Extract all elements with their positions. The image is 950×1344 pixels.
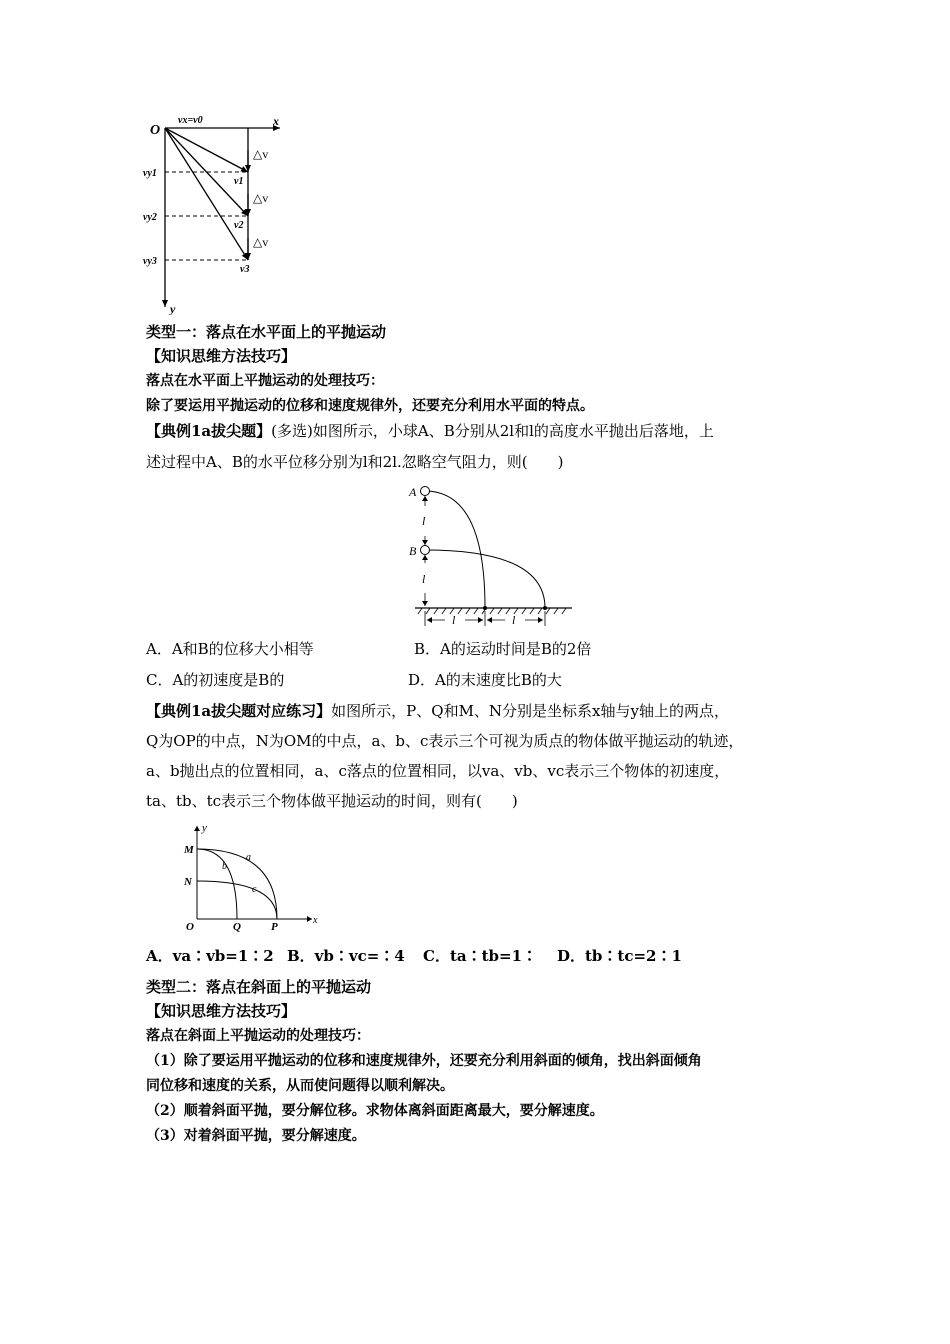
distance-l-label: l bbox=[512, 613, 516, 627]
vy3-label: vy3 bbox=[143, 256, 157, 267]
example1-line1 bbox=[146, 421, 714, 441]
example1-option-d[interactable]: D．A的末速度比B的大 bbox=[408, 671, 562, 689]
section1-heading: 类型一：落点在水平面上的平抛运动 bbox=[146, 323, 387, 341]
delta-v-label: △v bbox=[253, 191, 269, 205]
x-axis-label: x bbox=[313, 915, 318, 926]
n-label: N bbox=[184, 876, 192, 888]
p-label: P bbox=[271, 921, 278, 933]
section2-tips-line1: 落点在斜面上平抛运动的处理技巧： bbox=[146, 1028, 370, 1044]
section2-item3: （3）对着斜面平抛，要分解速度。 bbox=[146, 1128, 366, 1144]
practice1-line3: a、b抛出点的位置相同，a、c落点的位置相同，以va、vb、vc表示三个物体的初速度， bbox=[146, 762, 730, 780]
practice1-option-a[interactable]: A．va∶vb=1∶2 bbox=[146, 947, 274, 965]
section1-tips-heading: 【知识思维方法技巧】 bbox=[146, 347, 297, 365]
v3-vector bbox=[165, 128, 248, 260]
v1-vector bbox=[165, 128, 248, 172]
example1-line2: 述过程中A、B的水平位移分别为l和2l.忽略空气阻力，则( ) bbox=[146, 453, 564, 471]
y-axis-label: y bbox=[202, 822, 207, 834]
practice1-line2: Q为OP的中点，N为OM的中点，a、b、c表示三个可视为质点的物体做平抛运动的轨迹， bbox=[146, 732, 744, 750]
section1-tips-line1: 落点在水平面上平抛运动的处理技巧： bbox=[146, 373, 384, 389]
ball-b bbox=[421, 546, 430, 555]
practice1-option-d[interactable]: D．tb∶tc=2∶1 bbox=[557, 947, 682, 965]
section1-tips-line2: 除了要运用平抛运动的位移和速度规律外，还要充分利用水平面的特点。 bbox=[146, 398, 594, 414]
distance-l-label: l bbox=[452, 613, 456, 627]
x-axis-label: x bbox=[273, 114, 279, 128]
vx-label: vx=v0 bbox=[178, 115, 203, 126]
m-label: M bbox=[184, 844, 194, 856]
section2-item1-line2: 同位移和速度的关系，从而使问题得以顺利解决。 bbox=[146, 1078, 454, 1094]
q-label: Q bbox=[233, 921, 241, 933]
trajectory-a bbox=[425, 491, 485, 608]
practice1-option-c[interactable]: C．ta∶tb=1∶ bbox=[423, 947, 538, 965]
vy2-label: vy2 bbox=[143, 212, 157, 223]
ball-a-label: A bbox=[409, 485, 417, 499]
two-balls-figure bbox=[400, 478, 580, 628]
practice1-text: 如图所示，P、Q和M、N分别是坐标系x轴与y轴上的两点， bbox=[331, 702, 729, 720]
section2-item2: （2）顺着斜面平抛，要分解位移。求物体离斜面距离最大，要分解速度。 bbox=[146, 1103, 604, 1119]
practice1-line4: ta、tb、tc表示三个物体做平抛运动的时间，则有( ) bbox=[146, 792, 518, 810]
y-axis-label: y bbox=[170, 302, 176, 315]
example1-title: 【典例1a拔尖题】 bbox=[146, 422, 272, 440]
practice1-line1 bbox=[146, 701, 729, 721]
practice1-title: 【典例1a拔尖题对应练习】 bbox=[146, 702, 332, 720]
o-label: O bbox=[186, 921, 194, 933]
section2-heading: 类型二：落点在斜面上的平抛运动 bbox=[146, 978, 372, 996]
example1-option-c[interactable]: C．A的初速度是B的 bbox=[146, 671, 285, 689]
vy1-label: vy1 bbox=[143, 168, 157, 179]
curve-a-label: a bbox=[246, 852, 251, 863]
curve-c-label: c bbox=[252, 884, 257, 895]
velocity-decomposition-figure bbox=[140, 110, 300, 315]
ball-b-label: B bbox=[409, 544, 417, 558]
height-l-label: l bbox=[422, 572, 426, 586]
example1-text: (多选)如图所示，小球A、B分别从2l和l的高度水平抛出后落地，上 bbox=[271, 422, 714, 440]
practice1-option-b[interactable]: B．vb∶vc=∶4 bbox=[287, 947, 405, 965]
delta-v-label: △v bbox=[253, 235, 269, 249]
v3-label: v3 bbox=[240, 264, 250, 275]
v2-label: v2 bbox=[234, 220, 244, 231]
origin-label: O bbox=[150, 123, 161, 138]
trajectory-b bbox=[197, 849, 237, 919]
v1-label: v1 bbox=[234, 176, 244, 187]
delta-v-label: △v bbox=[253, 147, 269, 161]
trajectories-figure bbox=[180, 820, 325, 935]
example1-option-b[interactable]: B．A的运动时间是B的2倍 bbox=[414, 640, 592, 658]
curve-b-label: b bbox=[222, 861, 227, 872]
ball-a bbox=[421, 487, 430, 496]
example1-option-a[interactable]: A．A和B的位移大小相等 bbox=[146, 640, 314, 658]
height-l-label: l bbox=[422, 514, 426, 528]
section2-item1-line1: （1）除了要运用平抛运动的位移和速度规律外，还要充分利用斜面的倾角，找出斜面倾角 bbox=[146, 1053, 702, 1069]
section2-tips-heading: 【知识思维方法技巧】 bbox=[146, 1002, 297, 1020]
